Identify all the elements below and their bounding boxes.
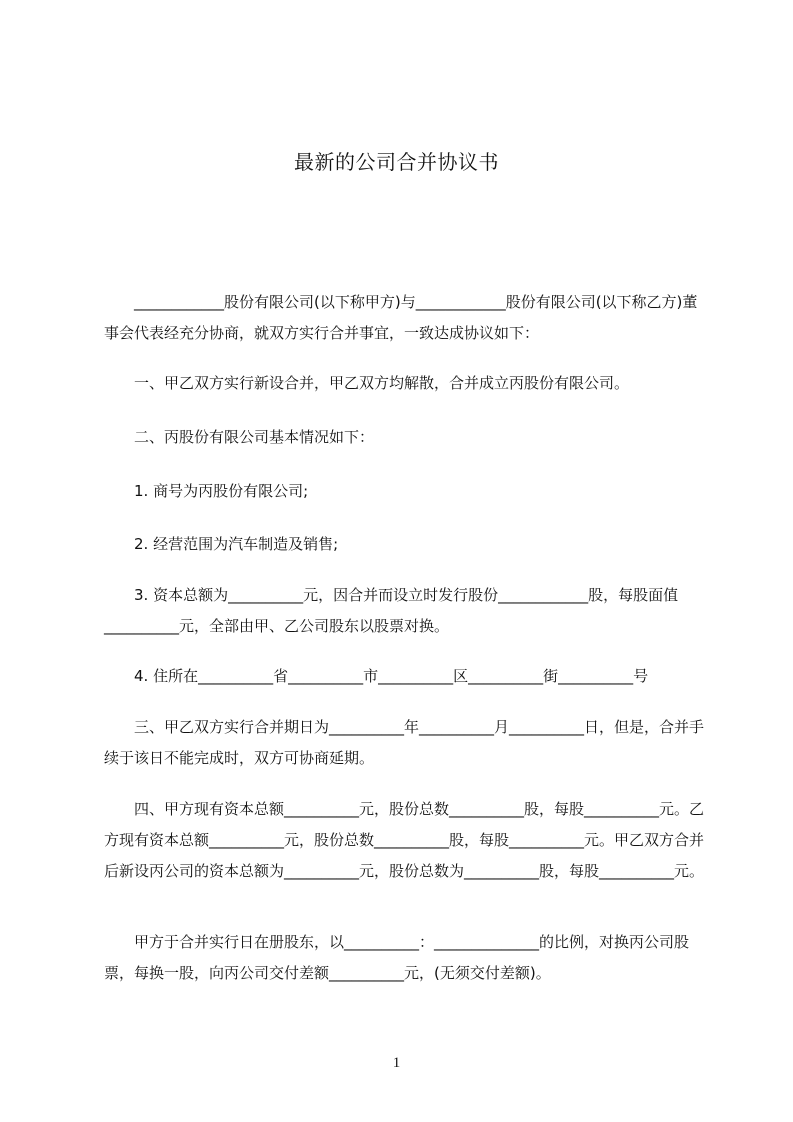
clause-one: 一、甲乙双方实行新设合并，甲乙双方均解散，合并成立丙股份有限公司。 — [134, 374, 630, 392]
exchange-paragraph: 甲方于合并实行日在册股东，以__________：______________的比例，对换丙公司股票，每换一股，向丙公司交付差额__________元，(无须交付差额)。 — [104, 933, 690, 982]
clause-four: 四、甲方现有资本总额__________元，股份总数__________股，每股__________元。乙方现有资本总额__________元，股份总数__________股，每股__________元。甲乙双方合并后新设丙公司的资本总额为__________元，股份总数为__________股，每股__________元。 — [104, 800, 705, 880]
document-title: 最新的公司合并协议书 — [294, 150, 499, 174]
item-one: 1. 商号为丙股份有限公司; — [134, 482, 309, 500]
clause-two: 二、丙股份有限公司基本情况如下： — [134, 428, 375, 446]
page-number: 1 — [392, 1055, 401, 1071]
item-two: 2. 经营范围为汽车制造及销售; — [134, 535, 339, 553]
item-three: 3. 资本总额为__________元，因合并而设立时发行股份____________股，每股面值__________元，全部由甲、乙公司股东以股票对换。 — [104, 586, 679, 635]
intro-paragraph: ____________股份有限公司(以下称甲方)与____________股份有限公司(以下称乙方)董事会代表经充分协商，就双方实行合并事宜，一致达成协议如下： — [104, 293, 698, 342]
clause-three: 三、甲乙双方实行合并期日为__________年__________月__________日，但是，合并手续于该日不能完成时，双方可协商延期。 — [104, 718, 705, 767]
item-four: 4. 住所在__________省__________市__________区__________街__________号 — [134, 667, 649, 685]
